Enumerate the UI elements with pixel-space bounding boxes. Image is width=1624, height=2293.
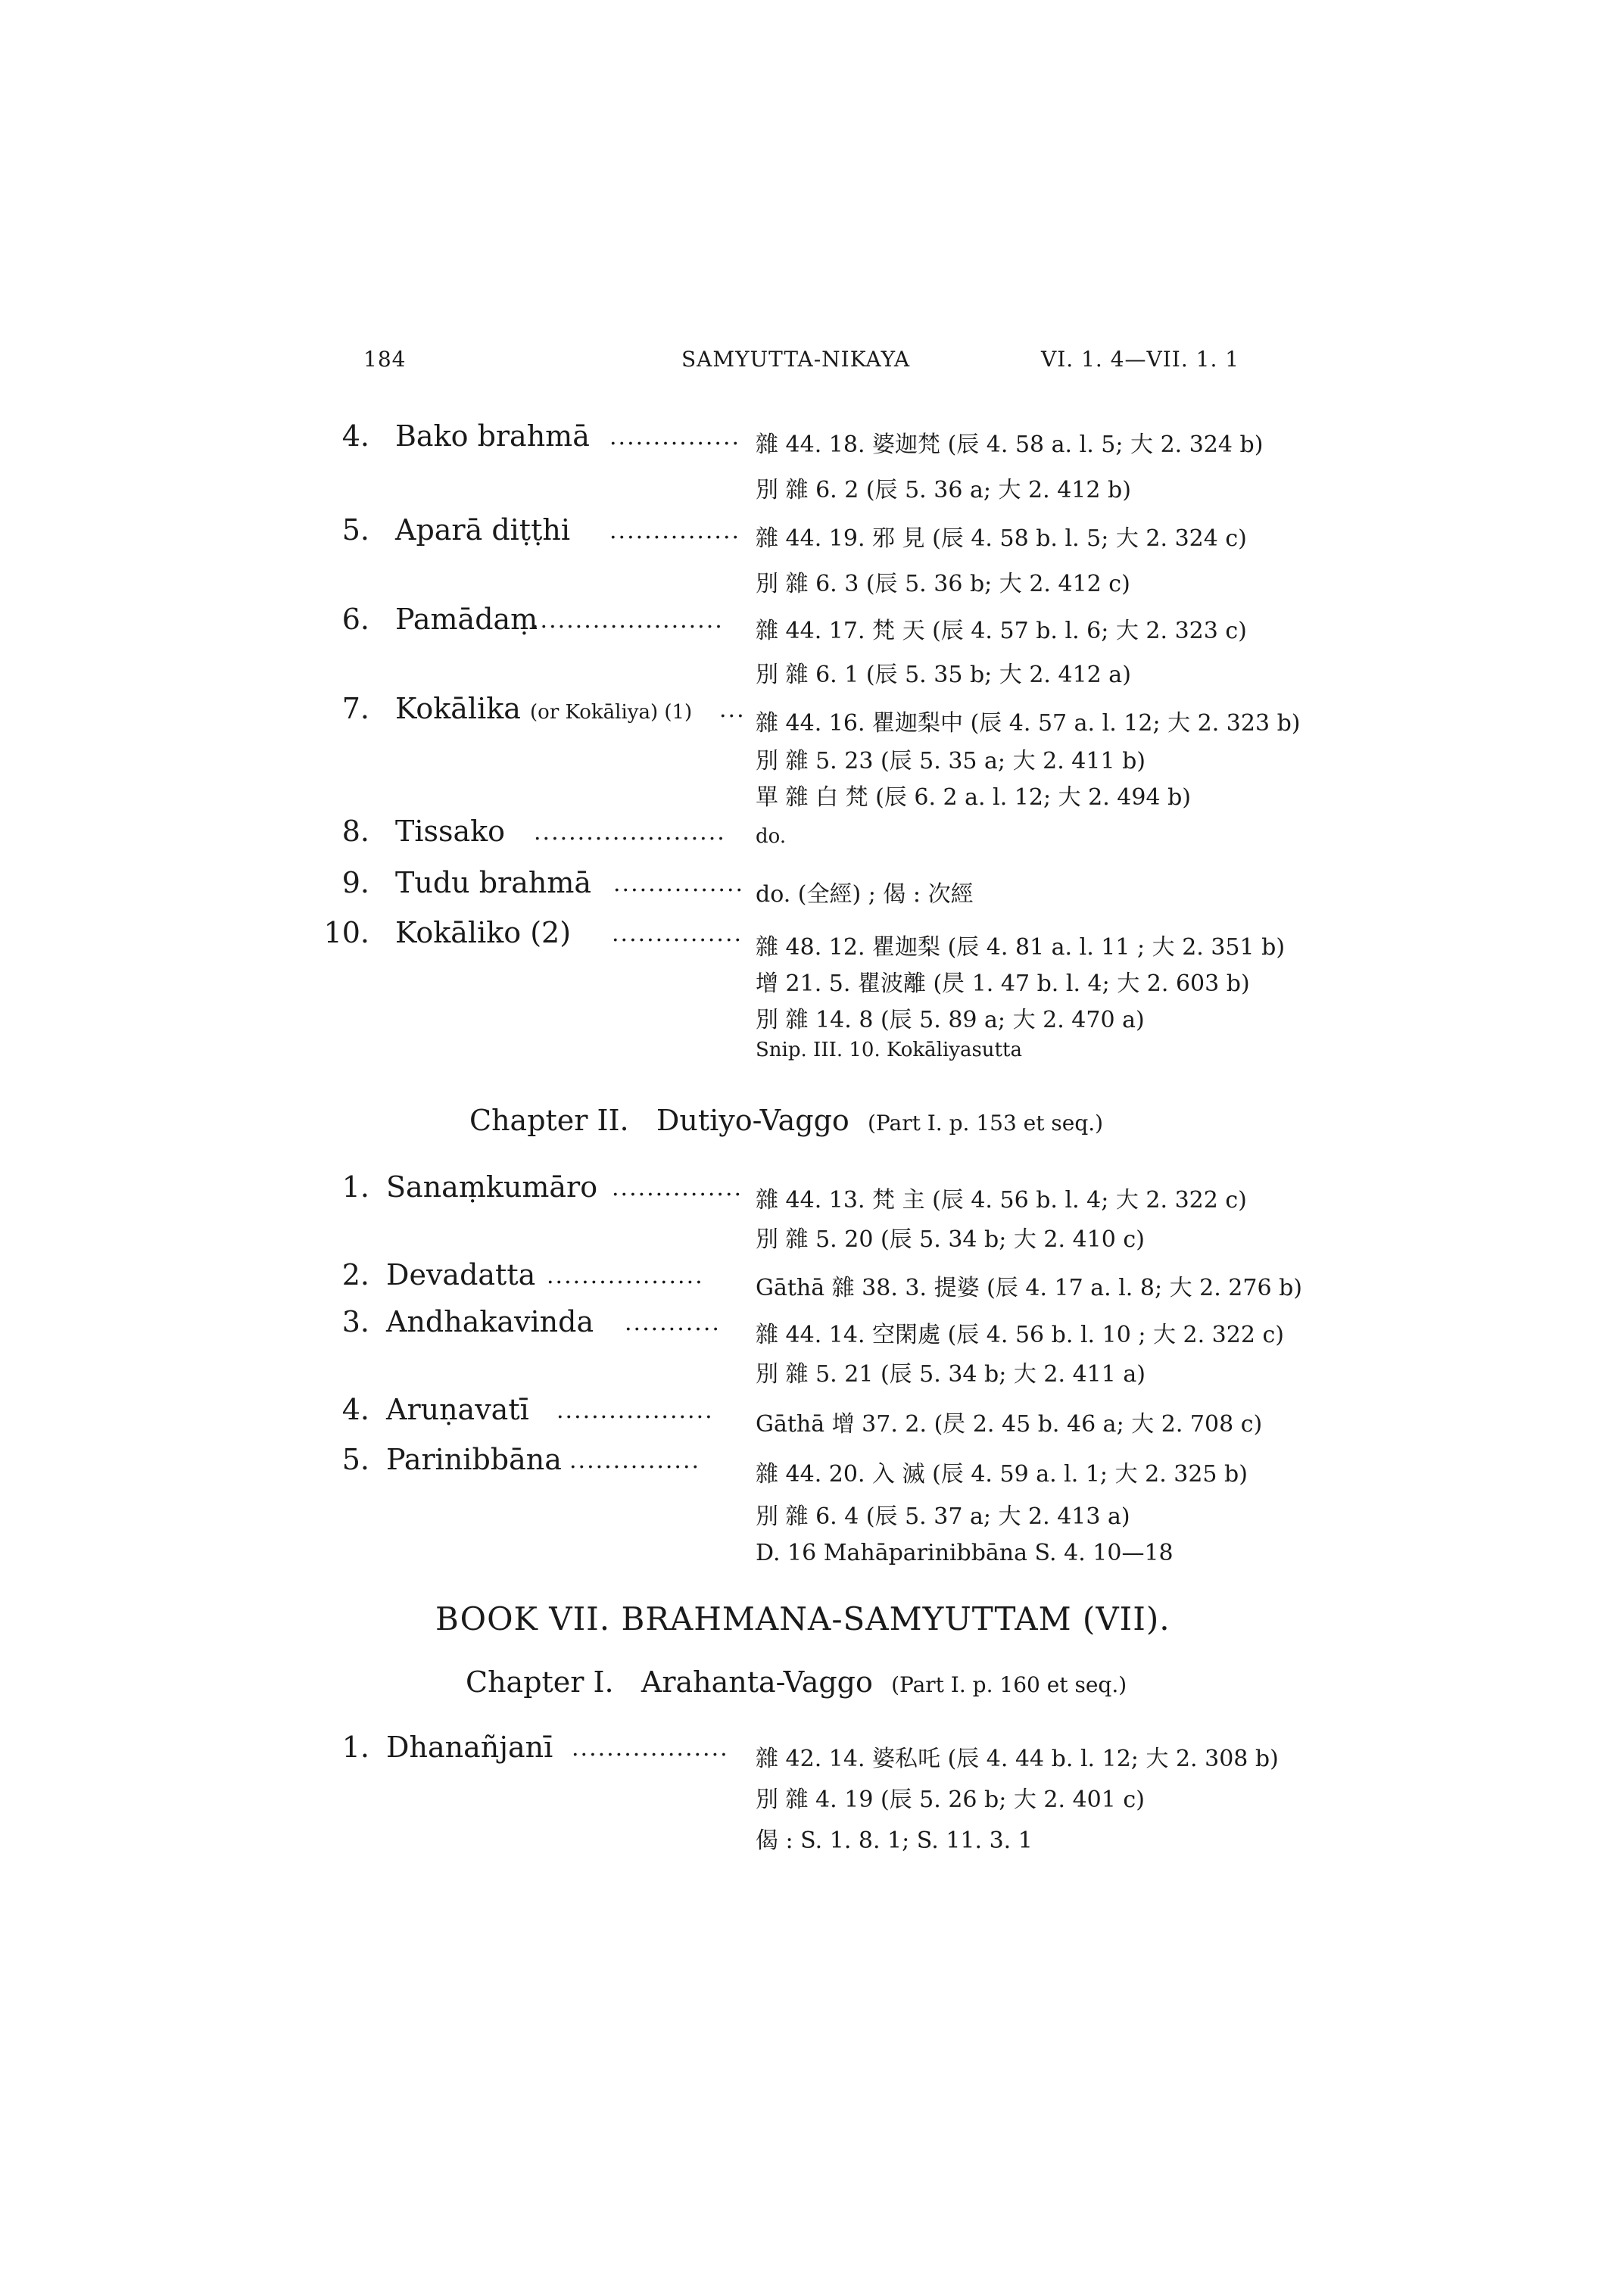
- entry-title: Aparā diṭṭhi: [395, 513, 570, 547]
- leader-dots: ...............: [569, 1447, 701, 1474]
- entry-number: 8.: [341, 815, 369, 848]
- entry-number: 4.: [341, 1393, 369, 1426]
- entry-number: 2.: [341, 1258, 369, 1291]
- entry-number: 9.: [341, 866, 369, 899]
- reference: D. 16 Mahāparinibbāna S. 4. 10—18: [756, 1540, 1174, 1566]
- reference: 單 雜 白 梵 (辰 6. 2 a. l. 12; 大 2. 494 b): [756, 784, 1192, 811]
- entry-title: Andhakavinda: [386, 1305, 594, 1338]
- reference: 雜 44. 17. 梵 天 (辰 4. 57 b. l. 6; 大 2. 323 c): [756, 618, 1247, 644]
- entry-title: Bako brahmā: [395, 419, 590, 453]
- reference: do.: [756, 825, 787, 848]
- section-range: VI. 1. 4—VII. 1. 1: [1041, 347, 1240, 372]
- leader-dots: ......................: [534, 819, 726, 846]
- chapter-heading: Chapter I. Arahanta-Vaggo (Part I. p. 160 et seq.): [466, 1665, 1127, 1699]
- reference: 雜 48. 12. 瞿迦梨 (辰 4. 81 a. l. 11 ; 大 2. 351 b): [756, 934, 1286, 961]
- entry-number: 3.: [341, 1305, 369, 1338]
- entry-number: 4.: [341, 419, 369, 453]
- reference: 偈 : S. 1. 8. 1; S. 11. 3. 1: [756, 1827, 1033, 1854]
- reference: 雜 44. 20. 入 滅 (辰 4. 59 a. l. 1; 大 2. 325 b): [756, 1461, 1248, 1488]
- running-title: SAMYUTTA-NIKAYA: [681, 347, 911, 372]
- reference: Snip. III. 10. Kokāliyasutta: [756, 1039, 1022, 1061]
- entry-title: Tudu brahmā: [395, 866, 592, 899]
- entry-title: Dhanañjanī: [386, 1731, 553, 1764]
- entry-number: 10.: [323, 916, 369, 949]
- leader-dots: ...............: [612, 921, 743, 947]
- reference: 雜 44. 13. 梵 主 (辰 4. 56 b. l. 4; 大 2. 322 c): [756, 1187, 1247, 1213]
- reference: 別 雜 5. 21 (辰 5. 34 b; 大 2. 411 a): [756, 1361, 1146, 1388]
- book-heading: BOOK VII. BRAHMANA-SAMYUTTAM (VII).: [435, 1600, 1170, 1637]
- reference: 雜 44. 14. 空閑處 (辰 4. 56 b. l. 10 ; 大 2. 322 c): [756, 1322, 1284, 1348]
- entry-title: Tissako: [395, 815, 506, 848]
- leader-dots: ...............: [609, 518, 741, 544]
- entry-number: 1.: [341, 1731, 369, 1764]
- reference: 別 雜 4. 19 (辰 5. 26 b; 大 2. 401 c): [756, 1787, 1145, 1813]
- leader-dots: ...........: [625, 1310, 721, 1336]
- leader-dots: ..................: [572, 1735, 729, 1762]
- reference: 別 雜 6. 2 (辰 5. 36 a; 大 2. 412 b): [756, 477, 1131, 503]
- reference: do. (全經) ; 偈 : 次經: [756, 881, 974, 908]
- entry-title: Kokāliko (2): [395, 916, 572, 949]
- entry-number: 5.: [341, 513, 369, 547]
- reference: 別 雜 6. 3 (辰 5. 36 b; 大 2. 412 c): [756, 571, 1130, 597]
- reference: 別 雜 6. 1 (辰 5. 35 b; 大 2. 412 a): [756, 662, 1131, 688]
- reference: 雜 44. 18. 婆迦梵 (辰 4. 58 a. l. 5; 大 2. 324 b): [756, 431, 1264, 458]
- reference: 雜 42. 14. 婆私吒 (辰 4. 44 b. l. 12; 大 2. 308 b): [756, 1746, 1279, 1772]
- reference: 別 雜 14. 8 (辰 5. 89 a; 大 2. 470 a): [756, 1007, 1145, 1033]
- reference: 雜 44. 19. 邪 見 (辰 4. 58 b. l. 5; 大 2. 324 c): [756, 525, 1247, 552]
- entry-title: Parinibbāna: [386, 1443, 562, 1476]
- entry-title: Pamādaṃ: [395, 603, 538, 636]
- page-number: 184: [363, 347, 407, 372]
- leader-dots: ...............: [613, 871, 745, 897]
- entry-number: 5.: [341, 1443, 369, 1476]
- reference: 別 雜 5. 20 (辰 5. 34 b; 大 2. 410 c): [756, 1226, 1145, 1253]
- leader-dots: ..................: [547, 1263, 704, 1289]
- reference: Gāthā 增 37. 2. (昃 2. 45 b. 46 a; 大 2. 708 c): [756, 1411, 1263, 1438]
- reference: 別 雜 6. 4 (辰 5. 37 a; 大 2. 413 a): [756, 1503, 1130, 1530]
- leader-dots: ...............: [612, 1175, 743, 1201]
- reference: Gāthā 雜 38. 3. 提婆 (辰 4. 17 a. l. 8; 大 2. 276 b): [756, 1275, 1302, 1301]
- entry-number: 7.: [341, 692, 369, 725]
- entry-number: 6.: [341, 603, 369, 636]
- entry-title: Sanaṃkumāro: [386, 1170, 598, 1204]
- leader-dots: ......................: [531, 607, 724, 634]
- reference: 增 21. 5. 瞿波離 (昃 1. 47 b. l. 4; 大 2. 603 b): [756, 970, 1250, 997]
- leader-dots: ...: [719, 696, 746, 723]
- reference: 雜 44. 16. 瞿迦梨中 (辰 4. 57 a. l. 12; 大 2. 323 b): [756, 710, 1301, 737]
- reference: 別 雜 5. 23 (辰 5. 35 a; 大 2. 411 b): [756, 748, 1146, 774]
- leader-dots: ..................: [556, 1397, 714, 1424]
- entry-title: Aruṇavatī: [386, 1393, 529, 1426]
- entry-number: 1.: [341, 1170, 369, 1204]
- leader-dots: ...............: [609, 424, 741, 450]
- chapter-heading: Chapter II. Dutiyo-Vaggo (Part I. p. 153 et seq.): [469, 1104, 1104, 1137]
- entry-title: Devadatta: [386, 1258, 536, 1291]
- entry-title: Kokālika (or Kokāliya) (1): [395, 692, 693, 725]
